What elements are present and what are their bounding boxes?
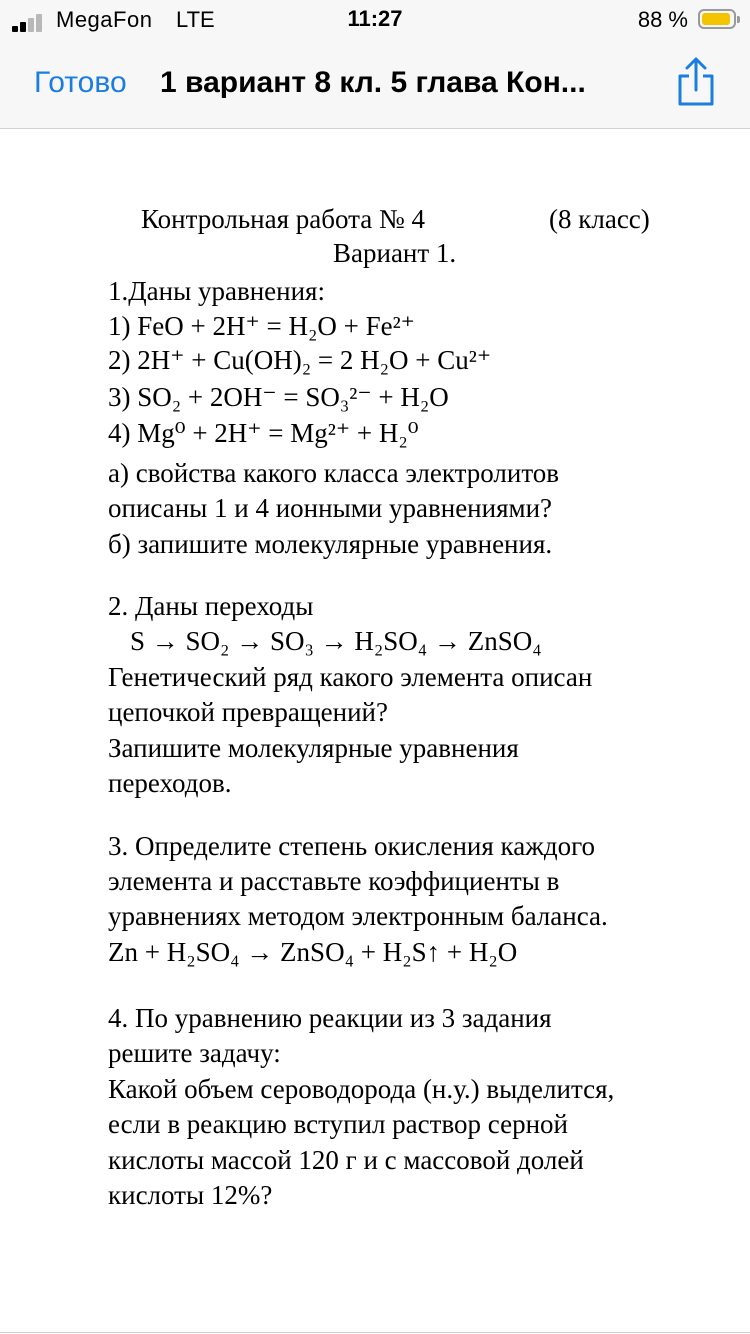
task1-question-b: б) запишите молекулярные уравнения. (108, 529, 553, 559)
task1-intro: 1.Даны уравнения: (108, 276, 325, 306)
share-icon (674, 56, 718, 108)
document-page[interactable] (0, 129, 750, 1334)
navigation-bar (0, 40, 750, 129)
battery-percent: 88 % (637, 7, 688, 32)
carrier-name: MegaFon (56, 7, 153, 32)
task3-line2: элемента и расставьте коэффициенты в (108, 866, 560, 896)
task2-chain: S → SO₂ → SO₃ → H₂SO₄ → ZnSO₄ (130, 626, 542, 656)
document-title: 1 вариант 8 кл. 5 глава Кон... (160, 66, 586, 99)
test-heading: Контрольная работа № 4 (141, 204, 426, 234)
done-button[interactable]: Готово (34, 66, 127, 99)
task2-line4: переходов. (108, 768, 232, 798)
task2-line1: Генетический ряд какого элемента описан (108, 662, 593, 692)
task1-equation-1: 1) FeO + 2H⁺ = H₂O + Fe²⁺ (108, 311, 415, 341)
task1-equation-4: 4) Mg⁰ + 2H⁺ = Mg²⁺ + H₂⁰ (108, 418, 419, 448)
bottom-divider (0, 1332, 750, 1333)
task4-line2: решите задачу: (108, 1038, 281, 1068)
share-button[interactable] (674, 56, 718, 108)
task3-equation: Zn + H₂SO₄ → ZnSO₄ + H₂S↑ + H₂O (108, 937, 518, 967)
task3-line1: 3. Определите степень окисления каждого (108, 831, 596, 861)
task2-line2: цепочкой превращений? (108, 697, 388, 727)
task4-line4: если в реакцию вступил раствор серной (108, 1109, 568, 1139)
task1-equation-2: 2) 2H⁺ + Cu(OH)₂ = 2 H₂O + Cu²⁺ (108, 345, 492, 375)
clock: 11:27 (347, 6, 403, 31)
task3-line3: уравнениях методом электронным баланса. (108, 901, 608, 931)
network-type: LTE (176, 7, 215, 32)
task4-line1: 4. По уравнению реакции из 3 задания (108, 1003, 552, 1033)
task1-question-a-line2: описаны 1 и 4 ионными уравнениями? (108, 493, 553, 523)
task2-intro: 2. Даны переходы (108, 591, 314, 621)
variant-label: Вариант 1. (333, 238, 457, 268)
task4-line6: кислоты 12%? (108, 1180, 273, 1210)
task4-line5: кислоты массой 120 г и с массовой долей (108, 1145, 584, 1175)
task1-question-a-line1: а) свойства какого класса электролитов (108, 458, 560, 488)
status-bar (0, 0, 750, 40)
task4-line3: Какой объем сероводорода (н.у.) выделится, (108, 1074, 615, 1104)
task1-equation-3: 3) SO₂ + 2OH⁻ = SO₃²⁻ + H₂O (108, 382, 449, 412)
task2-line3: Запишите молекулярные уравнения (108, 733, 519, 763)
battery-icon (698, 9, 736, 29)
grade-label: (8 класс) (549, 204, 650, 234)
